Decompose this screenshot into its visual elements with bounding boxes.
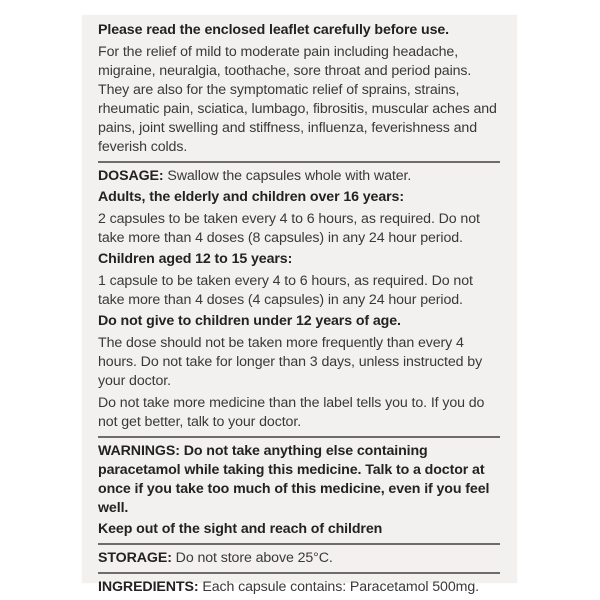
- under-12-warning: Do not give to children under 12 years of age.: [98, 313, 401, 329]
- storage-section: [98, 549, 500, 568]
- adults-heading: Adults, the elderly and children over 16 years:: [98, 189, 404, 205]
- leaflet-notice: Please read the enclosed leaflet carefully before use.: [98, 22, 450, 38]
- divider: [98, 161, 500, 163]
- divider: [98, 572, 500, 574]
- children-dosage-text: 1 capsule to be taken every 4 to 6 hours, as required. Do not take more than 4 doses (4 capsules) in any 24 hour period.: [98, 273, 473, 308]
- ingredients-section: [98, 578, 500, 597]
- storage-text: Do not store above 25°C.: [175, 550, 333, 566]
- warnings-text: WARNINGS: Do not take anything else containing paracetamol while taking this medicine. Talk to a doctor at once if you take too much of this medicine, even if you feel well.: [98, 443, 490, 516]
- storage-label: STORAGE:: [98, 550, 172, 566]
- divider: [98, 543, 500, 545]
- medicine-label-panel: [82, 15, 517, 595]
- adults-dosage-text: 2 capsules to be taken every 4 to 6 hours, as required. Do not take more than 4 doses (8 capsules) in any 24 hour period.: [98, 211, 480, 246]
- dosage-section: [98, 167, 500, 432]
- frequency-text: The dose should not be taken more frequently than every 4 hours. Do not take for longer than 3 days, unless instructed by your doctor.: [98, 335, 483, 389]
- children-heading: Children aged 12 to 15 years:: [98, 251, 293, 267]
- indications-text: For the relief of mild to moderate pain including headache, migraine, neuralgia, toothache, sore throat and period pains. They are also for the symptomatic relief of sprains, strains, rheumatic pain, sciatica, lumbago, fibrositis, muscular aches and pains, joint swelling and stiffness, influenza, feverishness and feverish colds.: [98, 44, 497, 155]
- dosage-instruction: Swallow the capsules whole with water.: [167, 168, 412, 184]
- label-advice-text: Do not take more medicine than the label tells you to. If you do not get better, talk to your doctor.: [98, 395, 485, 430]
- ingredients-text: Each capsule contains: Paracetamol 500mg.: [202, 579, 479, 595]
- keep-out-of-reach-text: Keep out of the sight and reach of children: [98, 521, 383, 537]
- ingredients-label: INGREDIENTS:: [98, 579, 199, 595]
- intro-section: [98, 21, 500, 157]
- divider: [98, 436, 500, 438]
- label-content: [98, 21, 500, 597]
- warnings-section: [98, 442, 500, 539]
- dosage-label: DOSAGE:: [98, 168, 164, 184]
